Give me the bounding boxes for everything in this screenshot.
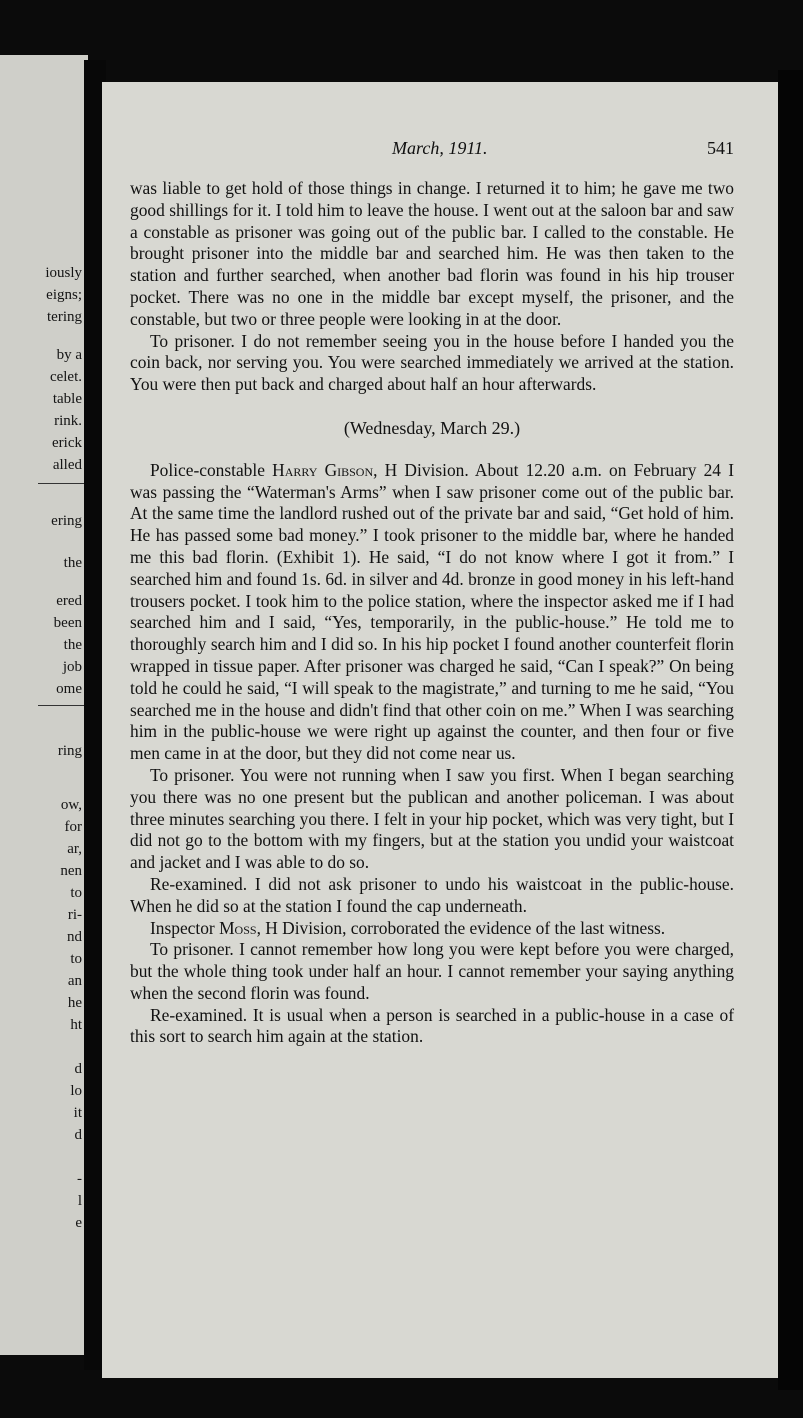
left-page-rule: [38, 705, 88, 706]
witness-title: Inspector: [150, 917, 215, 938]
left-page-fragment: d: [74, 1127, 82, 1143]
left-page-fragment: ered: [56, 593, 82, 609]
left-page-fragment: ht: [70, 1017, 82, 1033]
running-title: March, 1911.: [392, 138, 488, 158]
left-page-fragment: ome: [56, 681, 82, 697]
left-page-fragment: l: [77, 1193, 82, 1209]
right-page-shadow: [778, 70, 803, 1390]
left-page-rule: [38, 483, 88, 484]
left-page-fragment: ering: [51, 513, 82, 529]
paragraph-5: Re-examined. I did not ask prisoner to undo his waistcoat in the public-house. When he did so at the station I found the cap underneath.: [130, 873, 734, 916]
page-number: 541: [707, 138, 734, 158]
left-page-fragment: an: [67, 973, 82, 989]
left-page-fragment: celet.: [49, 369, 82, 385]
left-page-fragment: rink.: [54, 413, 82, 429]
left-page-fragment: eigns;: [46, 287, 82, 303]
right-page: [102, 82, 778, 1378]
left-page-fragment: to: [70, 951, 82, 967]
left-page-fragment: alled: [52, 457, 82, 473]
left-page-fragment: e: [75, 1215, 82, 1231]
left-page-fragment: ar,: [67, 841, 82, 857]
left-page-fragment: ow,: [60, 797, 82, 813]
body-text: [130, 178, 734, 1048]
paragraph-1: was liable to get hold of those things in change. I returned it to him; he gave me two good shillings for it. I told him to leave the house. I went out at the saloon bar and saw a constable as prisoner was going out of the public bar. I called to the constable. He brought prisoner into the middle bar and searched him. He was then taken to the station and further searched, when another bad florin was found in his hip trouser pocket. There was no one in the middle bar except myself, the prisoner, and the constable, but two or three people were looking in at the door.: [130, 178, 734, 329]
session-date-heading: (Wednesday, March 29.): [343, 417, 521, 438]
left-page-fragment: nen: [60, 863, 82, 879]
left-page-fragment: he: [67, 995, 82, 1011]
left-page-fragment: job: [62, 659, 82, 675]
witness-name: Harry Gibson: [272, 459, 374, 480]
left-page-fragment: the: [63, 637, 82, 653]
left-page-fragment: it: [73, 1105, 82, 1121]
left-page-fragment: -: [77, 1171, 82, 1187]
left-page-fragment: for: [64, 819, 82, 835]
left-page-fragment: erick: [52, 435, 82, 451]
page-header: [102, 138, 778, 164]
left-page-fragment: ri-: [67, 907, 82, 923]
paragraph-2: To prisoner. I do not remember seeing you in the house before I handed you the coin back, nor serving you. You were searched immediately we arrived at the station. You were then put back and charged about half an hour afterwards.: [130, 330, 734, 395]
paragraph-7: To prisoner. I cannot remember how long you were kept before you were charged, but the whole thing took under half an hour. I cannot remember your saying anything when the second florin was found.: [130, 939, 734, 1003]
witness-title: Police-constable: [150, 459, 265, 480]
left-page-edge: [0, 55, 88, 1355]
left-page-fragment: table: [52, 391, 82, 407]
paragraph-8: Re-examined. It is usual when a person is searched in a public-house in a case of this sort to search him again at the station.: [130, 1004, 734, 1047]
left-page-fragment: lo: [70, 1083, 82, 1099]
left-page-fragment: tering: [47, 309, 82, 325]
left-page-fragment: nd: [67, 929, 82, 945]
paragraph-4: To prisoner. You were not running when I saw you first. When I began searching you there was no one present but the publican and another policeman. I was about three minutes searching you there. I felt in your hip pocket, which was very tight, but I did not go to the bottom with my fingers, but at the station you undid your waistcoat and jacket and I was able to do so.: [130, 764, 734, 873]
left-page-fragment: ring: [57, 743, 82, 759]
left-page-fragment: d: [74, 1061, 82, 1077]
left-page-fragment: been: [53, 615, 82, 631]
left-page-fragment: to: [70, 885, 82, 901]
left-page-fragment: the: [63, 555, 82, 571]
paragraph-6-text: , H Division, corroborated the evidence of the last witness.: [256, 917, 666, 938]
witness-name: Moss: [219, 917, 257, 938]
paragraph-3-text: , H Division. About 12.20 a.m. on February 24 I was passing the “Waterman's Arms” when I saw prisoner come out of the public bar. At the same time the landlord rushed out of the private bar and said, “Get hold of him. He has passed some bad money.” I took prisoner to the middle bar, where he handed me this bad florin. (Exhibit 1). He said, “I do not know where I got it from.” I searched him and found 1s. 6d. in silver and 4d. bronze in good money in his left-hand trousers pocket. I took him to the police station, where the inspector asked me if I had searched him and I said, “Yes, temporarily, in the public-house.” He told me to thoroughly search him and I did so. In his hip pocket I found another counterfeit florin wrapped in tissue paper. After prisoner was charged he said, “Can I speak?” On being told he could he said, “I will speak to the magistrate,” and turning to me he said, “You searched me in the house and didn't find that other coin on me.” When I was searching him in the public-house we were right up against the counter, and then four or five men came in at the door, but they did not come near us.: [130, 459, 734, 764]
left-page-fragment: by a: [56, 347, 82, 363]
paragraph-6: [130, 918, 734, 940]
paragraph-3: [130, 460, 734, 765]
left-page-fragment: iously: [45, 265, 82, 281]
